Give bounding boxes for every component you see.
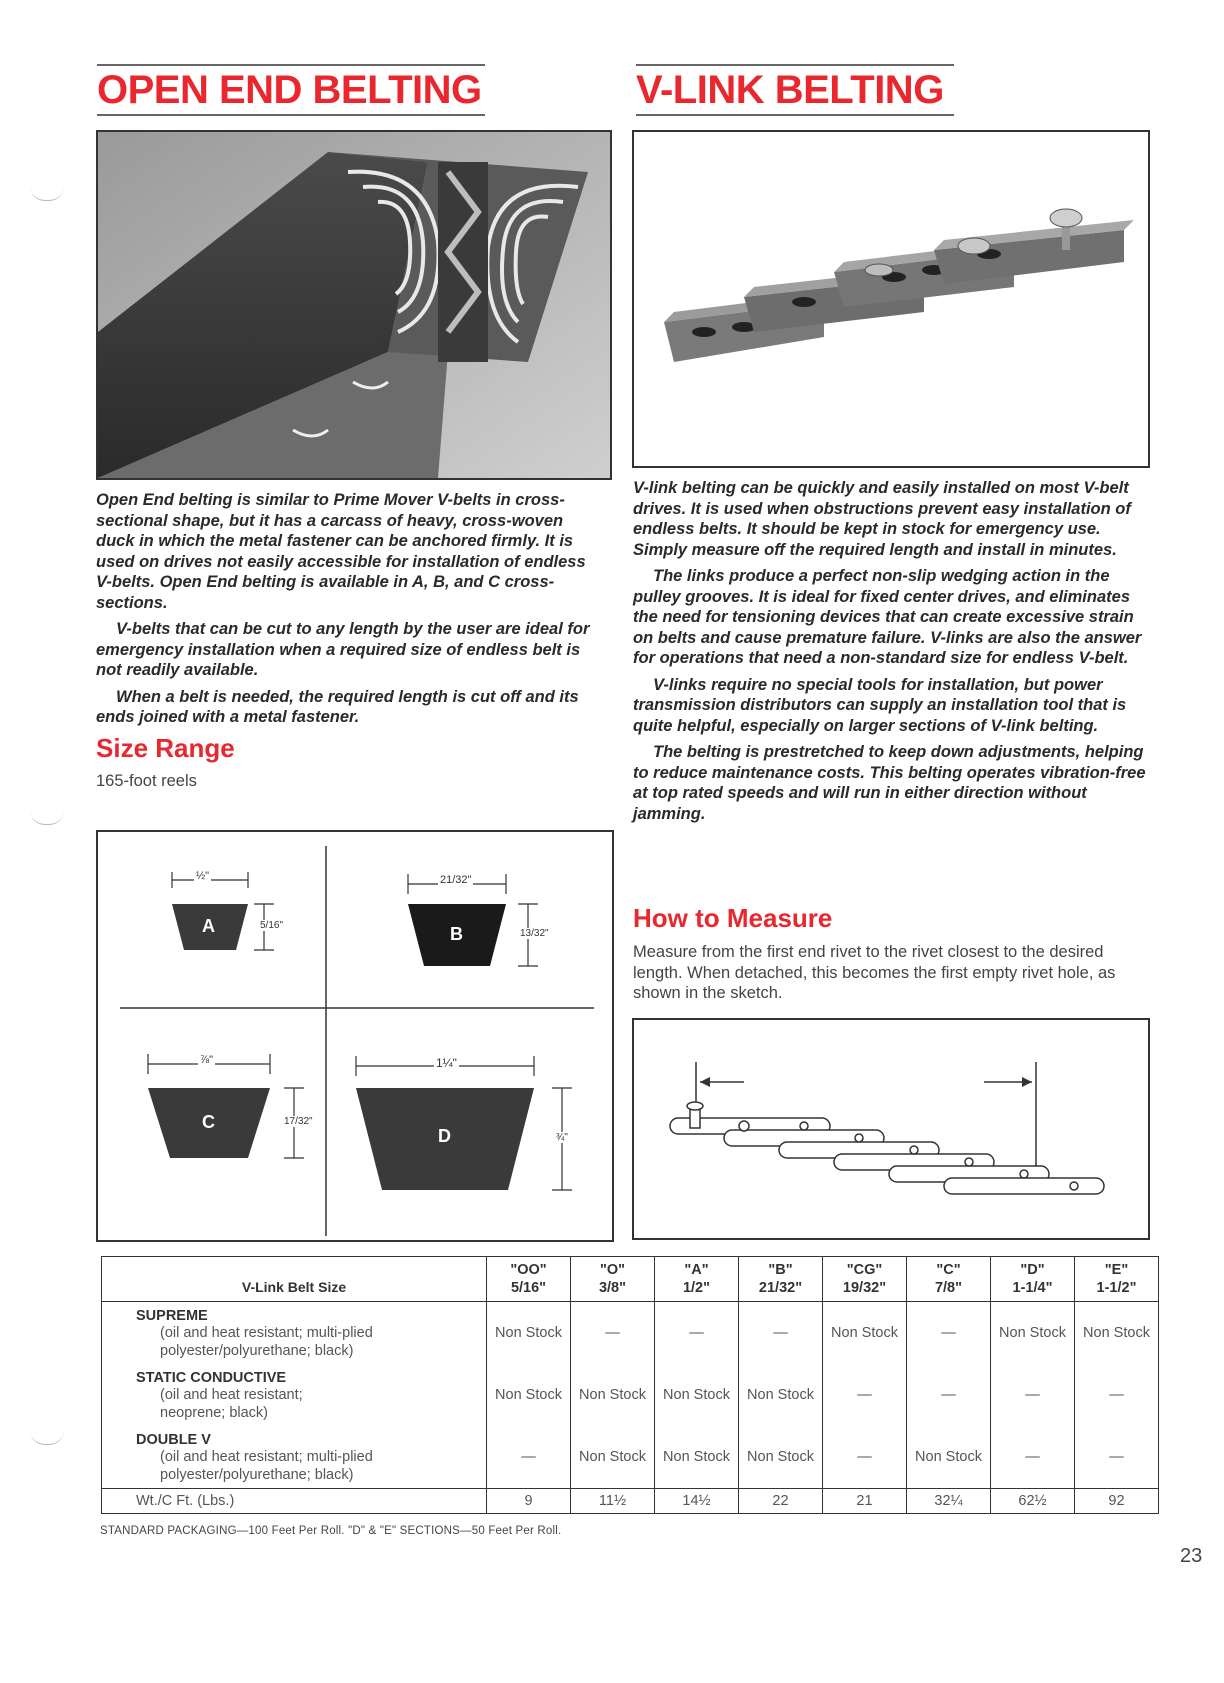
table-row xyxy=(102,1302,1159,1365)
open-end-belting-heading: OPEN END BELTING xyxy=(97,64,485,116)
size-range-text: 165-foot reels xyxy=(96,772,197,790)
table-cell: Non Stock xyxy=(739,1426,823,1489)
v-link-belting-heading: V-LINK BELTING xyxy=(636,64,954,116)
product-desc: (oil and heat resistant; multi-plied xyxy=(160,1325,373,1341)
section-a-label: A xyxy=(202,916,215,936)
table-cell: Non Stock xyxy=(823,1302,907,1365)
table-cell: — xyxy=(991,1426,1075,1489)
how-to-measure-text: Measure from the first end rivet to the rivet closest to the desired length. When detached, this becomes the first empty rivet hole, as shown in the sketch. xyxy=(633,943,1116,1002)
margin-mark xyxy=(30,810,64,825)
column-size: 5/16" xyxy=(510,1280,547,1296)
table-cell: Non Stock xyxy=(1075,1302,1159,1365)
column-size: 7/8" xyxy=(934,1280,963,1296)
section-c-width: ⅞" xyxy=(200,1054,214,1066)
table-row xyxy=(102,1364,1159,1426)
product-desc: polyester/polyurethane; black) xyxy=(160,1467,354,1483)
column-name: "D" xyxy=(1020,1262,1045,1278)
open-end-description xyxy=(96,490,606,734)
table-column-header xyxy=(823,1257,907,1302)
column-size: 1-1/2" xyxy=(1096,1280,1137,1296)
table-column-header xyxy=(655,1257,739,1302)
measure-sketch-drawing xyxy=(634,1020,1148,1238)
table-column-header xyxy=(487,1257,571,1302)
section-d-height: ¾" xyxy=(556,1132,568,1143)
table-cell: — xyxy=(571,1302,655,1365)
weight-cell: 11½ xyxy=(571,1489,655,1514)
section-c-height: 17/32" xyxy=(284,1116,313,1127)
column-name: "OO" xyxy=(510,1262,547,1278)
section-b-width: 21/32" xyxy=(440,874,472,886)
margin-mark xyxy=(30,186,64,201)
weight-cell: 14½ xyxy=(655,1489,739,1514)
column-name: "A" xyxy=(684,1262,709,1278)
table-cell: — xyxy=(823,1426,907,1489)
table-column-header xyxy=(991,1257,1075,1302)
weight-cell: 21 xyxy=(823,1489,907,1514)
table-cell: — xyxy=(907,1302,991,1365)
cross-section-lines xyxy=(98,832,612,1240)
weight-cell: 62½ xyxy=(991,1489,1075,1514)
table-cell: Non Stock xyxy=(571,1426,655,1489)
weight-row xyxy=(102,1489,1159,1514)
column-size: 1-1/4" xyxy=(1012,1280,1053,1296)
column-size: 3/8" xyxy=(598,1280,627,1296)
product-desc: (oil and heat resistant; xyxy=(160,1387,303,1403)
weight-cell: 32¼ xyxy=(907,1489,991,1514)
table-cell: — xyxy=(487,1426,571,1489)
table-cell: Non Stock xyxy=(487,1364,571,1426)
table-cell: Non Stock xyxy=(487,1302,571,1365)
how-to-measure-heading: How to Measure xyxy=(633,903,833,933)
table-cell: — xyxy=(739,1302,823,1365)
standard-packaging-note: STANDARD PACKAGING—100 Feet Per Roll. "D" & "E" SECTIONS—50 Feet Per Roll. xyxy=(100,1525,562,1537)
table-row xyxy=(102,1426,1159,1489)
product-cell xyxy=(102,1302,487,1365)
v-link-paragraph-1: V-link belting can be quickly and easily installed on most V-belt drives. It is used when obstructions prevent easy installation of endless belts. It should be kept in stock for emergency use. Simply measure off the required length and install in minutes. xyxy=(633,479,1131,559)
table-header-label: V-Link Belt Size xyxy=(102,1257,487,1302)
section-c-label: C xyxy=(202,1112,215,1132)
section-d-width: 1¼" xyxy=(436,1056,457,1070)
table-column-header xyxy=(571,1257,655,1302)
table-column-header xyxy=(907,1257,991,1302)
table-cell: Non Stock xyxy=(571,1364,655,1426)
margin-mark xyxy=(30,1430,64,1445)
v-link-size-table xyxy=(101,1256,1159,1514)
table-cell: — xyxy=(655,1302,739,1365)
product-name: SUPREME xyxy=(136,1308,208,1324)
column-name: "C" xyxy=(936,1262,961,1278)
column-name: "CG" xyxy=(846,1262,883,1278)
table-cell: Non Stock xyxy=(655,1364,739,1426)
table-cell: — xyxy=(907,1364,991,1426)
v-link-description xyxy=(633,478,1153,830)
open-end-paragraph-2: V-belts that can be cut to any length by the user are ideal for emergency installation when a required size of endless belt is not readily available. xyxy=(96,620,590,679)
open-end-belt-photo xyxy=(96,130,612,480)
weight-cell: 22 xyxy=(739,1489,823,1514)
size-range-heading: Size Range xyxy=(96,733,235,763)
section-a-width: ½" xyxy=(196,870,210,882)
column-size: 1/2" xyxy=(682,1280,711,1296)
section-b-height: 13/32" xyxy=(520,928,549,939)
section-b-label: B xyxy=(450,924,463,944)
table-header-row xyxy=(102,1257,1159,1302)
product-desc: neoprene; black) xyxy=(160,1405,269,1421)
column-name: "O" xyxy=(599,1262,626,1278)
measure-sketch xyxy=(632,1018,1150,1240)
section-d-label: D xyxy=(438,1126,451,1146)
cross-section-diagram xyxy=(96,830,614,1242)
table-cell: — xyxy=(1075,1426,1159,1489)
table-column-header xyxy=(739,1257,823,1302)
table-cell: — xyxy=(1075,1364,1159,1426)
table-cell: — xyxy=(823,1364,907,1426)
open-end-belt-image xyxy=(98,132,610,478)
open-end-paragraph-1: Open End belting is similar to Prime Mover V-belts in cross-sectional shape, but it has a carcass of heavy, cross-woven duck in which the metal fastener can be anchored firmly. It is used on drives not easily accessible for installation of endless V-belts. Open End belting is available in A, B, and C cross-sections. xyxy=(96,491,586,612)
v-link-paragraph-4: The belting is prestretched to keep down adjustments, helping to reduce maintenance costs. This belting operates vibration-free at top rated speeds and will run in either direction without jamming. xyxy=(633,743,1146,823)
v-link-belt-photo xyxy=(632,130,1150,468)
open-end-paragraph-3: When a belt is needed, the required length is cut off and its ends joined with a metal fastener. xyxy=(96,687,579,726)
product-desc: polyester/polyurethane; black) xyxy=(160,1343,354,1359)
column-name: "B" xyxy=(768,1262,793,1278)
weight-cell: 9 xyxy=(487,1489,571,1514)
v-link-paragraph-2: The links produce a perfect non-slip wedging action in the pulley grooves. It is ideal for fixed center drives, and eliminates the need for tensioning devices that can create excessive strain on belts and cause premature failure. V-links are also the answer for operations that need a non-standard size for endless V-belt. xyxy=(633,567,1142,667)
weight-cell: 92 xyxy=(1075,1489,1159,1514)
table-cell: Non Stock xyxy=(739,1364,823,1426)
column-size: 19/32" xyxy=(842,1280,887,1296)
weight-label: Wt./C Ft. (Lbs.) xyxy=(102,1489,487,1514)
section-a-height: 5/16" xyxy=(260,920,284,931)
v-link-belt-image xyxy=(634,132,1148,466)
product-name: STATIC CONDUCTIVE xyxy=(136,1370,287,1386)
column-size: 21/32" xyxy=(758,1280,803,1296)
page-number: 23 xyxy=(1180,1545,1203,1567)
table-column-header xyxy=(1075,1257,1159,1302)
product-desc: (oil and heat resistant; multi-plied xyxy=(160,1449,373,1465)
table-cell: Non Stock xyxy=(907,1426,991,1489)
table-cell: Non Stock xyxy=(655,1426,739,1489)
table-cell: — xyxy=(991,1364,1075,1426)
column-name: "E" xyxy=(1104,1262,1129,1278)
product-cell xyxy=(102,1426,487,1489)
v-link-paragraph-3: V-links require no special tools for installation, but power transmission distributors can supply an installation tool that is quite helpful, especially on larger sections of V-link belting. xyxy=(633,675,1127,735)
product-name: DOUBLE V xyxy=(136,1432,211,1448)
table-cell: Non Stock xyxy=(991,1302,1075,1365)
product-cell xyxy=(102,1364,487,1426)
